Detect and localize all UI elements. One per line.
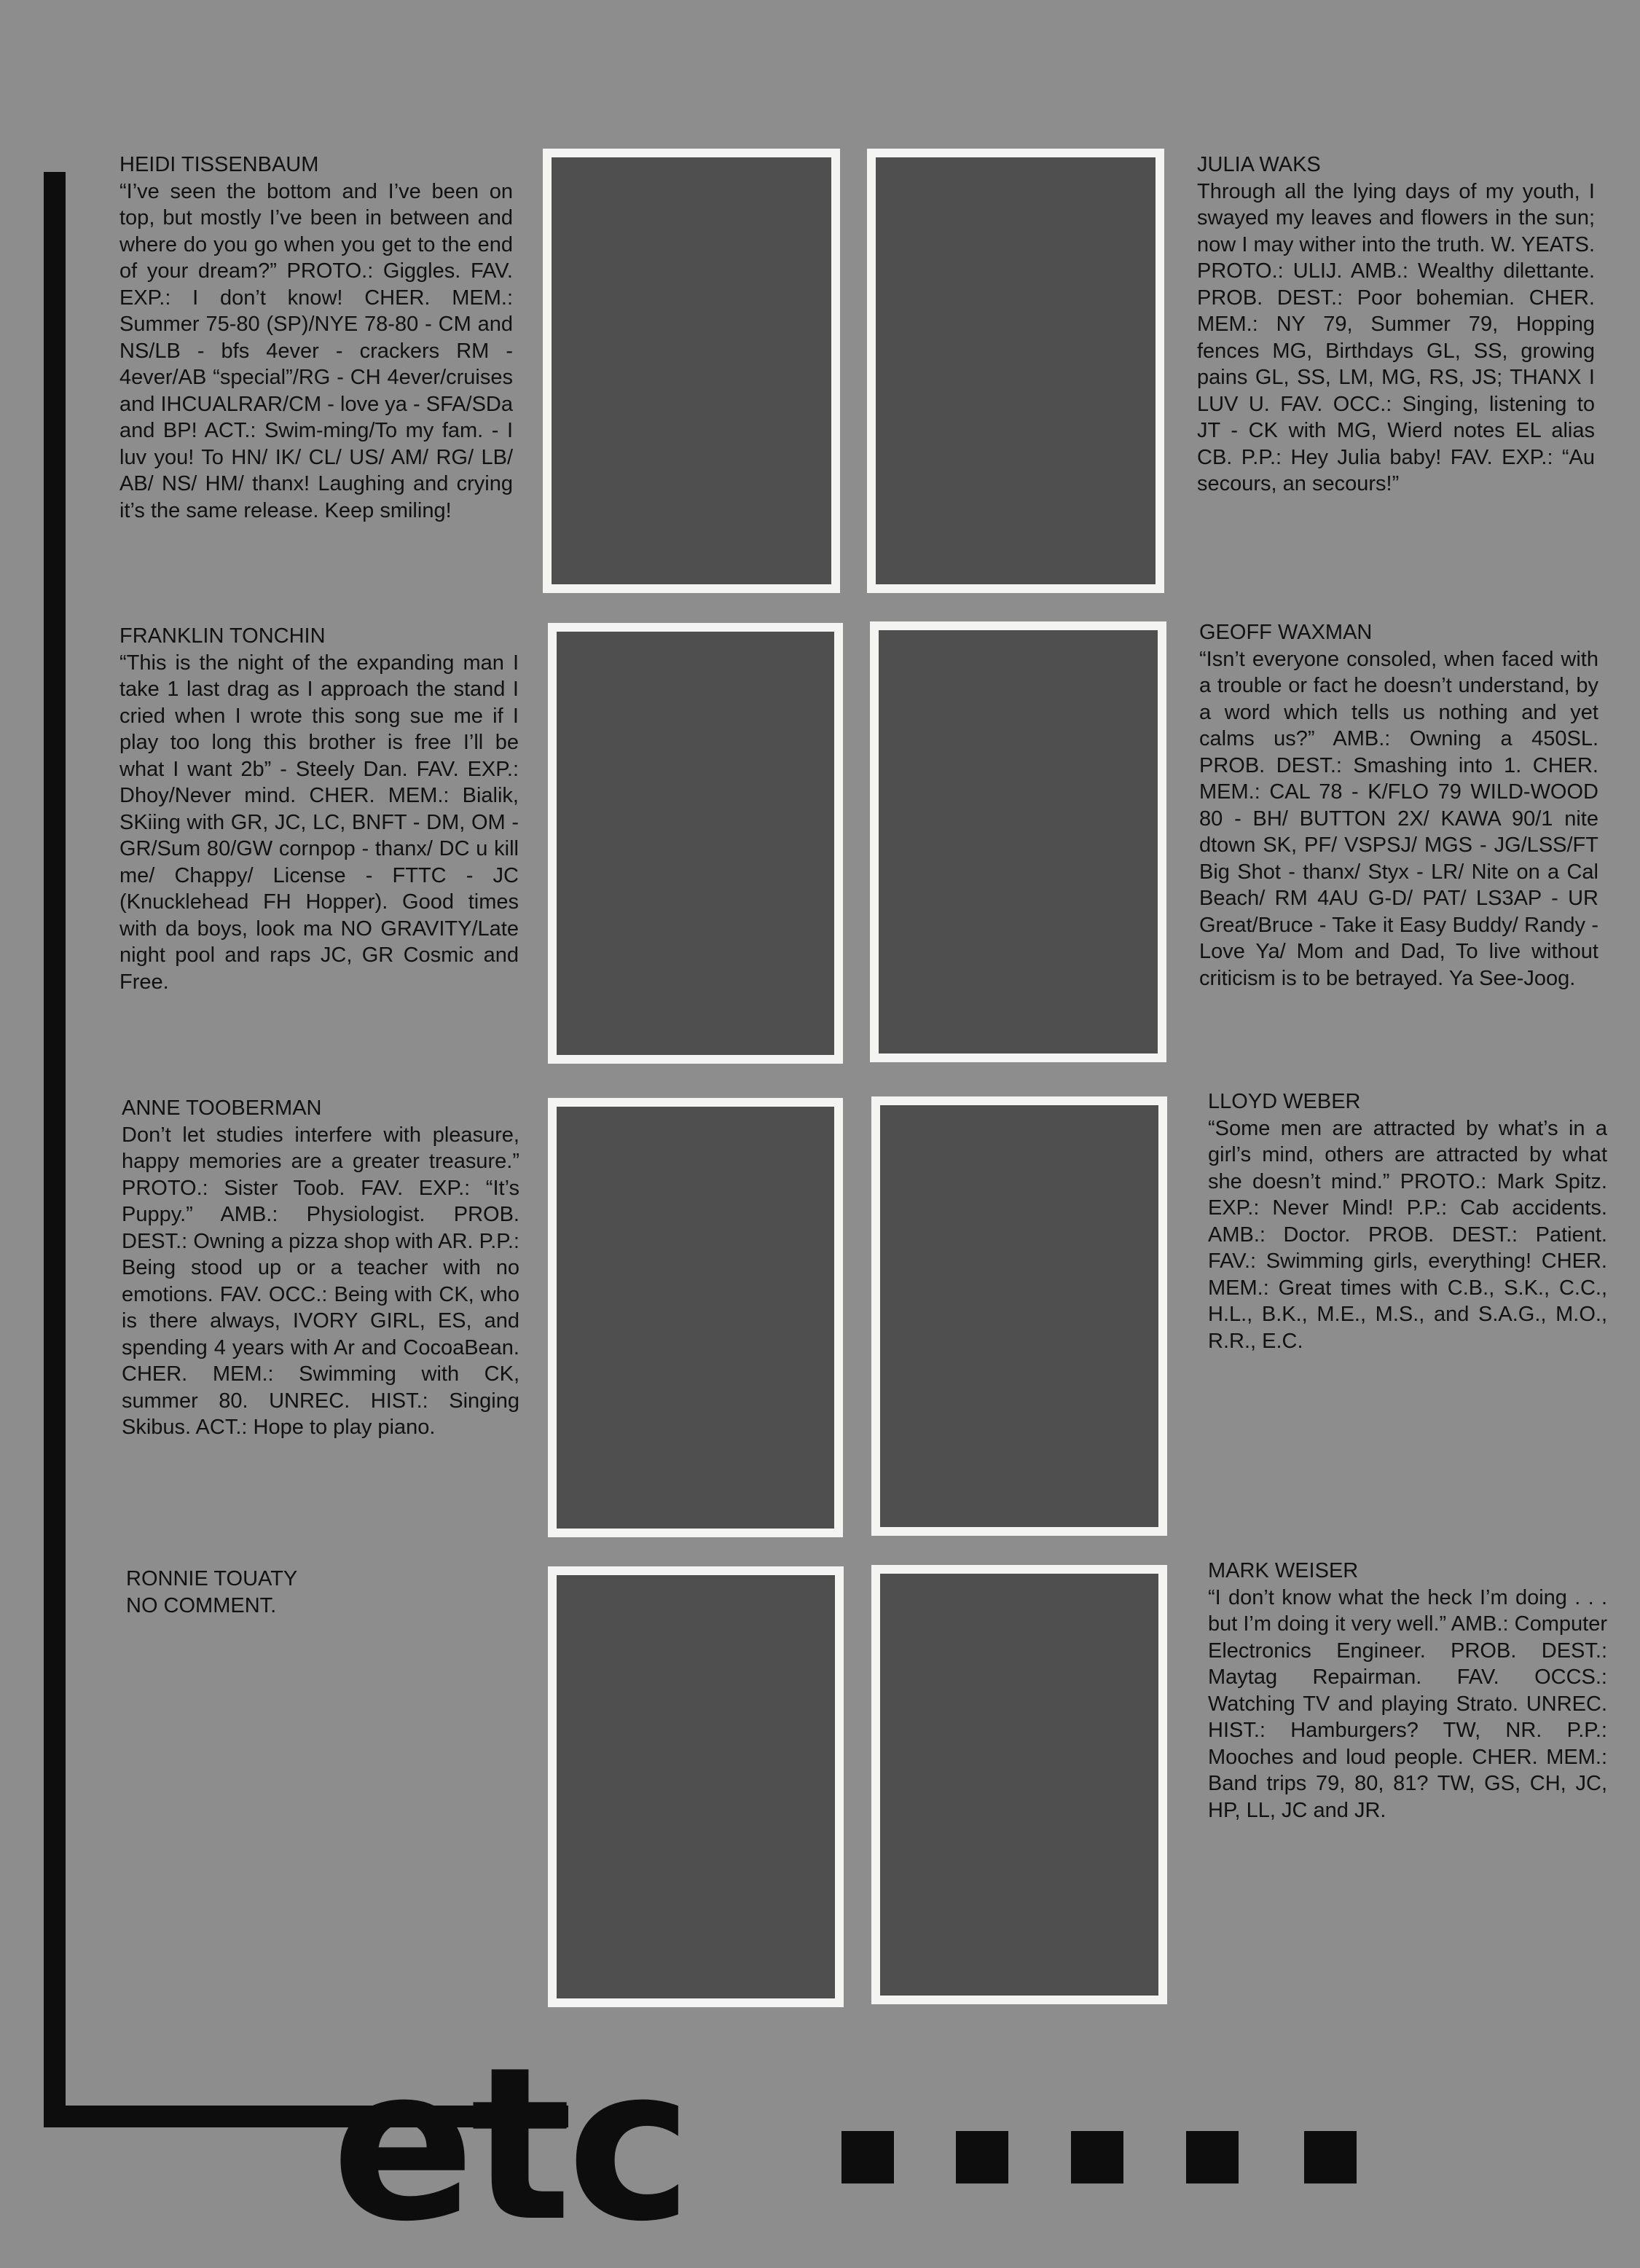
student-bio: “This is the night of the expanding man I take 1 last drag as I approach the stand I cried when I wrote this song sue me if I play too long this brother is free I’ll be what I want 2b” - Steely Dan. FAV. EXP.: Dhoy/Never mind. CHER. MEM.: Bialik, SKiing with GR, JC, LC, BNFT - DM, OM - GR/Sum 80/GW cornpop - thanx/ DC u kill me/ Chappy/ License - FTTC - JC (Knucklehead FH Hopper). Good times with da boys, look ma NO GRAVITY/Late night pool and raps JC, GR Cosmic and Free. bbox=[119, 651, 519, 994]
entry-lloyd-weber bbox=[1208, 1088, 1607, 1354]
entry-heidi-tissenbaum bbox=[119, 152, 513, 524]
student-name: HEIDI TISSENBAUM bbox=[119, 153, 319, 176]
portrait-photo-geoff bbox=[870, 621, 1166, 1062]
dot-1 bbox=[841, 2131, 894, 2183]
student-bio: NO COMMENT. bbox=[126, 1593, 277, 1617]
portrait-photo-ronnie bbox=[548, 1566, 844, 2007]
dot-2 bbox=[956, 2131, 1008, 2183]
entry-anne-tooberman bbox=[122, 1095, 519, 1441]
entry-geoff-waxman bbox=[1199, 619, 1598, 992]
student-bio: “I’ve seen the bottom and I’ve been on top, but mostly I’ve been in between and where do you go when you get to the end of your dream?” PROTO.: Giggles. FAV. EXP.: I don’t know! CHER. MEM.: Summer 75-80 (SP)/NYE 78-80 - CM and NS/LB - bfs 4ever - crackers RM - 4ever/AB “special”/RG - CH 4ever/cruises and IHCUALRAR/CM - love ya - SFA/SDa and BP! ACT.: Swim-ming/To my fam. - I luv you! To HN/ IK/ CL/ US/ AM/ RG/ LB/ AB/ NS/ HM/ thanx! Laughing and crying it’s the same release. Keep smiling! bbox=[119, 179, 513, 522]
dot-3 bbox=[1071, 2131, 1123, 2183]
entry-julia-waks bbox=[1197, 152, 1595, 498]
left-border-bar bbox=[44, 172, 66, 2127]
portrait-photo-anne bbox=[548, 1098, 843, 1537]
portrait-photo-julia bbox=[867, 149, 1164, 593]
student-bio: “Isn’t everyone consoled, when faced with a trouble or fact he doesn’t understand, by a word which tells us nothing and yet calms us?” AMB.: Owning a 450SL. PROB. DEST.: Smashing into 1. CHER. MEM.: CAL 78 - K/FLO 79 WILD-WOOD 80 - BH/ BUTTON 2X/ KAWA 90/1 nite dtown SK, PF/ VSPSJ/ MGS - JG/LSS/FT Big Shot - thanx/ Styx - LR/ Nite on a Cal Beach/ RM 4AU G-D/ PAT/ LS3AP - UR Great/Bruce - Take it Easy Buddy/ Randy - Love Ya/ Mom and Dad, To live without criticism is to be betrayed. Ya See-Joog. bbox=[1199, 647, 1598, 990]
entry-ronnie-touaty bbox=[126, 1566, 505, 1619]
student-bio: Through all the lying days of my youth, I swayed my leaves and flowers in the sun; now I may wither into the truth. W. YEATS. PROTO.: ULIJ. AMB.: Wealthy dilettante. PROB. DEST.: Poor bohemian. CHER. MEM.: NY 79, Summer 79, Hopping fences MG, Birthdays GL, SS, growing pains GL, SS, LM, MG, RS, JS; THANX I LUV U. FAV. OCC.: Singing, listening to JT - CK with MG, Wierd notes EL alias CB. P.P.: Hey Julia baby! FAV. EXP.: “Au secours, an secours!” bbox=[1197, 179, 1595, 495]
portrait-photo-franklin bbox=[548, 623, 843, 1064]
entry-mark-weiser bbox=[1208, 1558, 1607, 1824]
student-bio: “I don’t know what the heck I’m doing . . . but I’m doing it very well.” AMB.: Computer Electronics Engineer. PROB. DEST.: Maytag Repairman. FAV. OCCS.: Watching TV and playing Strato. UNREC. HIST.: Hamburgers? TW, NR. P.P.: Mooches and loud people. CHER. MEM.: Band trips 79, 80, 81? TW, GS, CH, JC, HP, LL, JC and JR. bbox=[1208, 1585, 1607, 1822]
portrait-photo-heidi bbox=[543, 149, 840, 593]
student-bio: Don’t let studies interfere with pleasure, happy memories are a greater treasure.” PROTO.: Sister Toob. FAV. EXP.: “It’s Puppy.” AMB.: Physiologist. PROB. DEST.: Owning a pizza shop with AR. P.P.: Being stood up or a teacher with no emotions. FAV. OCC.: Being with CK, who is there always, IVORY GIRL, ES, and spending 4 years with Ar and CocoaBean. CHER. MEM.: Swimming with CK, summer 80. UNREC. HIST.: Singing Skibus. ACT.: Hope to play piano. bbox=[122, 1123, 519, 1439]
student-bio: “Some men are attracted by what’s in a girl’s mind, others are attracted by what she doesn’t mind.” PROTO.: Mark Spitz. EXP.: Never Mind! P.P.: Cab accidents. AMB.: Doctor. PROB. DEST.: Patient. FAV.: Swimming girls, everything! CHER. MEM.: Great times with C.B., S.K., C.C., H.L., B.K., M.E., M.S., and S.A.G., M.O., R.R., E.C. bbox=[1208, 1116, 1607, 1353]
portrait-photo-lloyd bbox=[871, 1096, 1167, 1536]
student-name: MARK WEISER bbox=[1208, 1559, 1359, 1582]
student-name: FRANKLIN TONCHIN bbox=[119, 624, 326, 648]
portrait-photo-mark bbox=[871, 1565, 1167, 2004]
student-name: ANNE TOOBERMAN bbox=[122, 1096, 322, 1120]
student-name: LLOYD WEBER bbox=[1208, 1090, 1361, 1113]
dot-5 bbox=[1304, 2131, 1357, 2183]
student-name: RONNIE TOUATY bbox=[126, 1567, 298, 1590]
student-name: GEOFF WAXMAN bbox=[1199, 621, 1373, 644]
etc-heading: etc bbox=[331, 2022, 688, 2268]
student-name: JULIA WAKS bbox=[1197, 153, 1321, 176]
dot-4 bbox=[1186, 2131, 1239, 2183]
entry-franklin-tonchin bbox=[119, 623, 519, 995]
